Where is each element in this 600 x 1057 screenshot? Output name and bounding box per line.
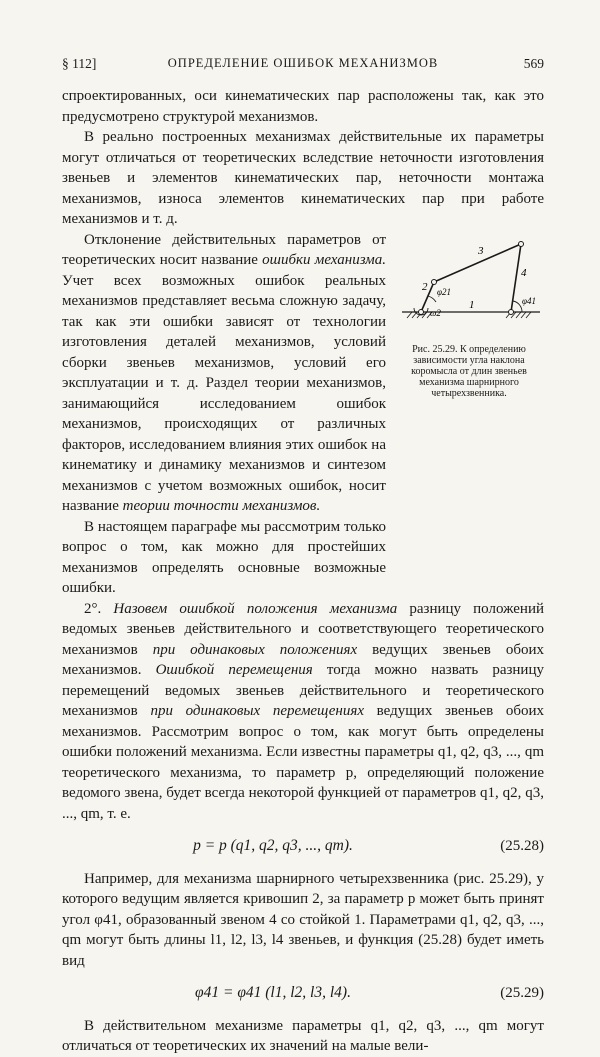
label-link-2: 2 xyxy=(422,280,428,293)
equation-number: (25.28) xyxy=(500,838,544,854)
four-bar-linkage-diagram xyxy=(394,230,544,342)
equation-25-29 xyxy=(62,983,544,1004)
joint-c xyxy=(519,241,524,246)
p5-text-c: разницу положений ведомых звеньев действительного и соответствующего теоретического механизмов xyxy=(62,600,545,658)
wrapped-text xyxy=(62,230,386,599)
paragraph-3 xyxy=(62,230,386,517)
phi21-arc xyxy=(428,296,436,302)
equation-number: (25.29) xyxy=(500,985,544,1001)
p5-text-i: ведущих звеньев обоих механизмов. Рассмотрим вопрос о том, как могут быть определены ошибки положений механизма. Если известны параметры q1, q2, q3, ..., qm теоретического механизма, то параметр p, определяющий положение ведомого звена, будет всегда некоторой функцией от параметров q1, q2, q3, ..., qm, т. е. xyxy=(62,703,545,822)
term-precision-theory: теории точности механизмов. xyxy=(122,498,321,514)
header-title: ОПРЕДЕЛЕНИЕ ОШИБОК МЕХАНИЗМОВ xyxy=(167,56,439,70)
joint-a xyxy=(419,309,424,314)
figure-25-29 xyxy=(394,230,544,399)
term-displacement-error: Ошибкой перемещения xyxy=(155,662,313,678)
paragraph-2: В реально построенных механизмах действительные их параметры могут отличаться от теоретических вследствие неточности изготовления звеньев и элементов кинематических пар, неточности монтажа механизмов, износа элементов кинематических пар при работе механизмов и т. д. xyxy=(62,129,544,227)
figure-caption: Рис. 25.29. К определению зависимости угла наклона коромысла от длин звеньев механизма шарнирного четырехзвенника. xyxy=(411,343,527,399)
p5-text-e: ведущих звеньев обоих механизмов. xyxy=(62,641,544,678)
paragraph-5 xyxy=(62,599,544,825)
joint-d xyxy=(509,309,514,314)
term-mechanism-error: ошибки механизма. xyxy=(262,252,386,268)
term-same-displacements: при одинаковых перемещениях xyxy=(150,703,364,719)
p3-text-a: Отклонение действительных параметров от теоретических носит название xyxy=(62,231,386,268)
paragraph-1: спроектированных, оси кинематических пар расположены так, как это предусмотрено структурой механизмов. xyxy=(62,88,544,125)
label-link-1: 1 xyxy=(469,298,475,311)
section-number: § 112] xyxy=(62,56,97,71)
text-with-figure xyxy=(62,230,544,599)
page-body xyxy=(62,86,544,1057)
equation-25-28 xyxy=(62,836,544,857)
label-link-3: 3 xyxy=(478,244,484,257)
running-header xyxy=(62,56,544,76)
p5-number: 2°. xyxy=(84,600,114,617)
label-phi21: φ21 xyxy=(437,286,451,297)
p3-text-c: Учет всех возможных ошибок реальных механизмов представляет весьма сложную задачу, так как эти ошибки зависят от технологии изготовления деталей механизмов, условий сборки звеньев механизмов, условий его эксплуатации и т. д. Раздел теории механизмов, занимающийся исследованием ошибок механизмов, происходящих от различных факторов, исследованием влияния этих ошибок на кинематику и динамику механизмов и синтезом механизмов с учетом возможных ошибок, носит название xyxy=(62,272,386,514)
term-same-positions: при одинаковых положениях xyxy=(152,641,358,658)
label-phi41: φ41 xyxy=(522,295,536,306)
label-link-4: 4 xyxy=(521,266,527,279)
term-position-error: Назовем ошибкой положения механизма xyxy=(113,600,398,617)
joint-b xyxy=(432,279,437,284)
equation-expression: φ41 = φ41 (l1, l2, l3, l4). xyxy=(195,984,351,1001)
page-number: 569 xyxy=(523,56,544,71)
label-omega2: ω2 xyxy=(430,307,441,318)
paragraph-6: Например, для механизма шарнирного четырехзвенника (рис. 25.29), у которого ведущим является кривошип 2, за параметр p может быть принят угол φ41, образованный звеном 4 со стойкой 1. Параметрами q1, q2, q3, ..., qm могут быть длины l1, l2, l3, l4 звеньев, и функция (25.28) будет иметь вид xyxy=(62,870,544,969)
p5-text-g: тогда можно назвать разницу перемещений ведомых звеньев действительного и теоретического механизмов xyxy=(62,662,544,719)
phi41-arc xyxy=(513,301,522,312)
paragraph-4: В настоящем параграфе мы рассмотрим только вопрос о том, как можно для простейших механизмов определять основные возможные ошибки. xyxy=(62,518,386,596)
equation-expression: p = p (q1, q2, q3, ..., qm). xyxy=(193,837,353,854)
paragraph-7: В действительном механизме параметры q1, q2, q3, ..., qm могут отличаться от теоретических их значений на малые вели- xyxy=(62,1017,544,1054)
